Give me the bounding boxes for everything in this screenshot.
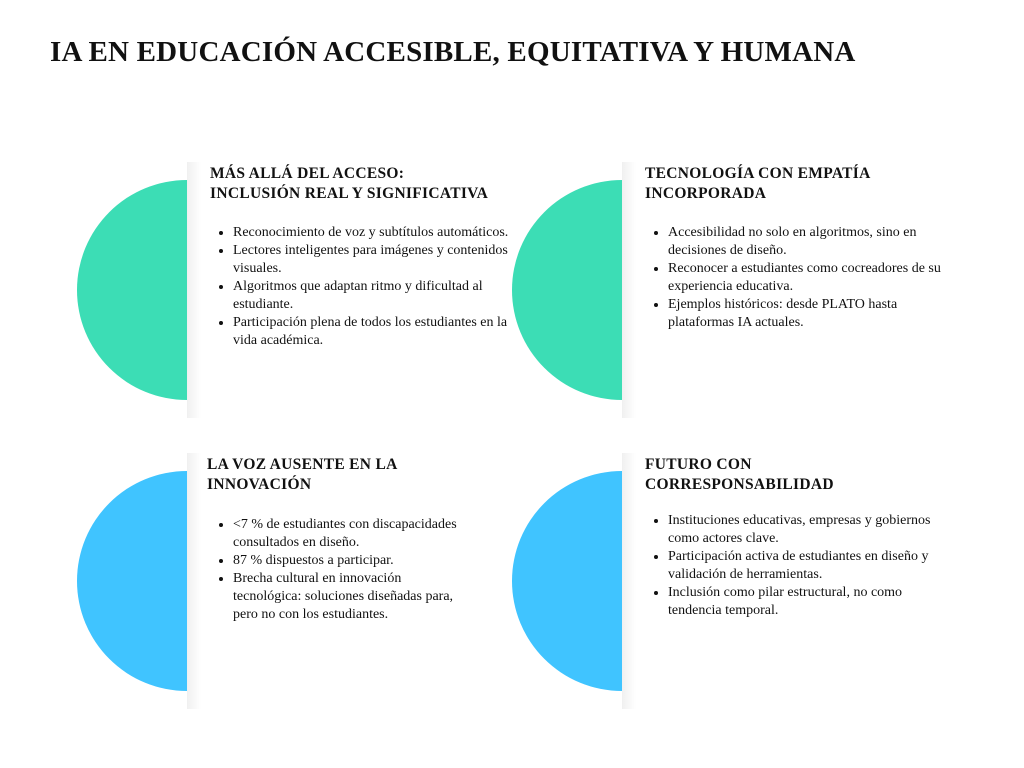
- bullet-list: [210, 516, 463, 624]
- bullet-item: • Accesibilidad no solo en algoritmos, sino en decisiones de diseño.: [668, 224, 958, 260]
- teal-half-circle: [77, 180, 187, 400]
- section-heading-line: FUTURO CON: [645, 456, 752, 473]
- blue-half-circle: [77, 471, 187, 691]
- section-inclusion: [50, 162, 510, 422]
- blue-half-circle: [512, 471, 622, 691]
- bullet-list: [210, 224, 523, 350]
- card-edge-shadow: [187, 453, 201, 709]
- bullet-item: • Reconocer a estudiantes como cocreadores de su experiencia educativa.: [668, 260, 958, 296]
- bullet-item: • 87 % dispuestos a participar.: [233, 552, 463, 570]
- section-heading-line: TECNOLOGÍA CON EMPATÍA: [645, 165, 871, 182]
- bullet-item: • Algoritmos que adaptan ritmo y dificultad al estudiante.: [233, 278, 523, 314]
- section-heading-line: INCLUSIÓN REAL Y SIGNIFICATIVA: [210, 185, 489, 202]
- teal-half-circle: [512, 180, 622, 400]
- bullet-item: • Brecha cultural en innovación tecnológica: soluciones diseñadas para, pero no con los estudiantes.: [233, 570, 463, 624]
- section-shared-responsibility: [485, 453, 945, 713]
- bullet-item: • Ejemplos históricos: desde PLATO hasta plataformas IA actuales.: [668, 296, 958, 332]
- section-heading: [207, 455, 437, 495]
- section-heading: [210, 164, 520, 204]
- section-heading: [645, 455, 875, 495]
- card-edge-shadow: [622, 162, 636, 418]
- section-absent-voice: [50, 453, 510, 713]
- bullet-item: • Participación plena de todos los estudiantes en la vida académica.: [233, 314, 523, 350]
- bullet-item: • Lectores inteligentes para imágenes y contenidos visuales.: [233, 242, 523, 278]
- page-title: IA EN EDUCACIÓN ACCESIBLE, EQUITATIVA Y HUMANA: [50, 36, 856, 68]
- section-heading-line: CORRESPONSABILIDAD: [645, 476, 834, 493]
- bullet-item: • <7 % de estudiantes con discapacidades consultados en diseño.: [233, 516, 463, 552]
- section-heading-line: MÁS ALLÁ DEL ACCESO:: [210, 165, 405, 182]
- bullet-list: [645, 224, 958, 332]
- bullet-item: • Participación activa de estudiantes en diseño y validación de herramientas.: [668, 548, 933, 584]
- section-heading-line: INNOVACIÓN: [207, 476, 312, 493]
- section-empathy: [485, 162, 945, 422]
- section-heading: [645, 164, 955, 204]
- section-heading-line: INCORPORADA: [645, 185, 767, 202]
- bullet-item: • Reconocimiento de voz y subtítulos automáticos.: [233, 224, 523, 242]
- card-edge-shadow: [622, 453, 636, 709]
- bullet-item: • Inclusión como pilar estructural, no como tendencia temporal.: [668, 584, 933, 620]
- section-heading-line: LA VOZ AUSENTE EN LA: [207, 456, 398, 473]
- bullet-item: • Instituciones educativas, empresas y gobiernos como actores clave.: [668, 512, 933, 548]
- bullet-list: [645, 512, 933, 620]
- card-edge-shadow: [187, 162, 201, 418]
